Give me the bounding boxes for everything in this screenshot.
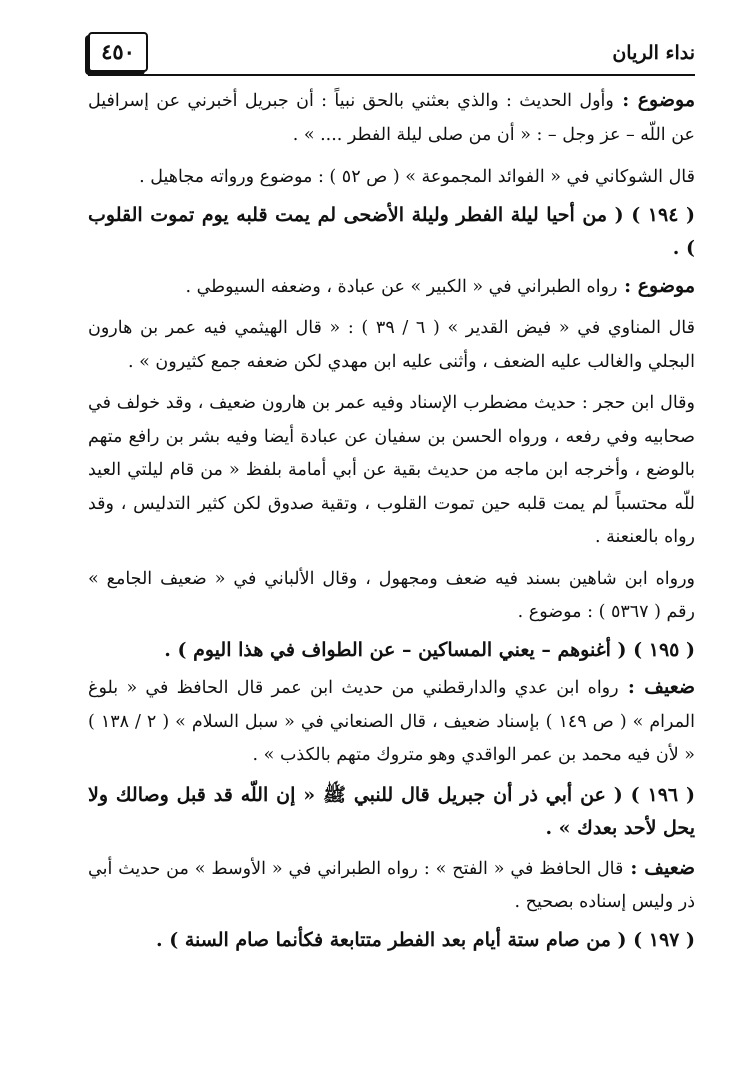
paragraph-text: قال الشوكاني في « الفوائد المجموعة » ( ص ٥٢ ) : موضوع ورواته مجاهيل . — [139, 167, 695, 187]
book-page — [88, 30, 695, 957]
paragraph — [88, 387, 695, 555]
page-header — [88, 30, 695, 76]
ruling-label: موضوع : — [617, 274, 695, 297]
ruling-paragraph — [88, 852, 695, 920]
paragraph-text: رواه ابن عدي والدارقطني من حديث ابن عمر قال الحافظ في « بلوغ المرام » ( ص ١٤٩ ) بإسناد ضعيف ، قال الصنعاني في « سبل السلام » ( ٢ / ١٣٨ ) « لأن فيه محمد بن عمر الواقدي وهو متروك متهم بالكذب » . — [88, 678, 696, 765]
running-title: نداء الريان — [612, 42, 695, 64]
paragraph-text: ورواه ابن شاهين بسند فيه ضعف ومجهول ، وقال الألباني في « ضعيف الجامع » رقم ( ٥٣٦٧ ) : موضوع . — [88, 568, 695, 622]
paragraph-text: قال الحافظ في « الفتح » : رواه الطبراني في « الأوسط » من حديث أبي ذر وليس إسناده بصحيح . — [88, 858, 695, 912]
paragraph — [88, 563, 695, 630]
hadith-heading: ( ١٩٤ ) ( من أحيا ليلة الفطر وليلة الأضحى لم يمت قلبه يوم تموت القلوب ) . — [88, 203, 695, 259]
hadith-heading: ( ١٩٥ ) ( أغنوهم – يعني المساكين – عن الطواف في هذا اليوم ) . — [164, 638, 695, 661]
page-number: ٤٥٠ — [88, 32, 148, 72]
paragraph-text: وأول الحديث : والذي بعثني بالحق نبياً : أن جبريل أخبرني عن إسرافيل عن اللّه – عز وجل – : « أن من صلى ليلة الفطر .... » . — [88, 91, 695, 145]
paragraph-text: رواه الطبراني في « الكبير » عن عبادة ، وضعفه السيوطي . — [185, 276, 618, 297]
paragraph-text: وقال ابن حجر : حديث مضطرب الإسناد وفيه عمر بن هارون ضعيف ، وقد خولف في صحابيه وفي رفعه ، ورواه الحسن بن سفيان عن عبادة أيضا وفيه بشر بن رافع متهم بالوضع ، وأخرجه ابن ماجه من حديث بقية عن أبي أمامة بلفظ « من قام ليلتي العيد للّه محتسباً لم يمت قلبه حين تموت القلوب ، وتقية صدوق لكن كثير التدليس ، وقد رواه بالعنعنة . — [88, 393, 695, 547]
paragraph — [88, 312, 695, 379]
hadith-heading: ( ١٩٦ ) ( عن أبي ذر أن جبريل قال للنبي ﷺ « إن اللّه قد قبل وصالك ولا يحل لأحد بعدك » . — [88, 783, 695, 839]
ruling-paragraph — [88, 84, 695, 152]
ruling-label: موضوع : — [613, 89, 695, 111]
paragraph-text: قال المناوي في « فيض القدير » ( ٦ / ٣٩ ) : « قال الهيثمي فيه عمر بن هارون البجلي والغالب عليه الضعف ، وأثنى عليه ابن مهدي لكن ضعفه جمع كثيرون » . — [88, 318, 695, 372]
paragraph — [88, 161, 695, 195]
ruling-paragraph — [88, 270, 695, 305]
hadith-heading: ( ١٩٧ ) ( من صام ستة أيام بعد الفطر متتابعة فكأنما صام السنة ) . — [155, 928, 695, 951]
ruling-label: ضعيف : — [618, 676, 695, 698]
ruling-paragraph — [88, 671, 695, 773]
ruling-label: ضعيف : — [623, 856, 695, 879]
